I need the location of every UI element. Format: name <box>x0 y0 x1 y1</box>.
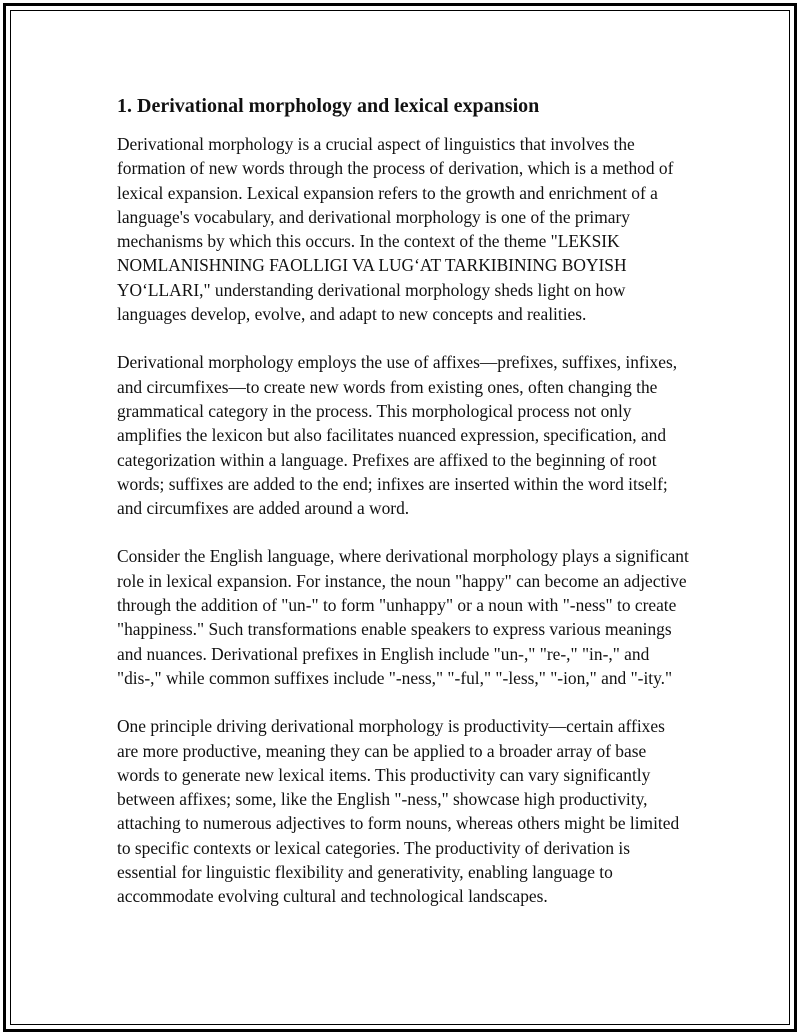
paragraph-3: Consider the English language, where derivational morphology plays a significant role in lexical expansion. For instance, the noun "happy" can become an adjective through the addition of "un-" to form "unhappy" or a noun with "-ness" to create "happiness." Such transformations enable speakers to express various meanings and nuances. Derivational prefixes in English include "un-," "re-," "in-," and "dis-," while common suffixes include "-ness," "-ful," "-less," "-ion," and "-ity." <box>117 546 689 688</box>
paragraph-2: Derivational morphology employs the use of affixes—prefixes, suffixes, infixes, and circumfixes—to create new words from existing ones, often changing the grammatical category in the process. This morphological process not only amplifies the lexicon but also facilitates nuanced expression, specification, and categorization within a language. Prefixes are affixed to the beginning of root words; suffixes are added to the end; infixes are inserted within the word itself; and circumfixes are added around a word. <box>117 352 678 519</box>
document-body <box>117 92 689 933</box>
section-heading: 1. Derivational morphology and lexical expansion <box>117 95 540 117</box>
paragraph-1: Derivational morphology is a crucial aspect of linguistics that involves the formation of new words through the process of derivation, which is a method of lexical expansion. Lexical expansion refers to the growth and enrichment of a language's vocabulary, and derivational morphology is one of the primary mechanisms by which this occurs. In the context of the theme "LEKSIK NOMLANISHNING FAOLLIGI VA LUG‘AT TARKIBINING BOYISH YO‘LLARI," understanding derivational morphology sheds light on how languages develop, evolve, and adapt to new concepts and realities. <box>117 134 674 325</box>
paragraph-4: One principle driving derivational morphology is productivity—certain affixes are more productive, meaning they can be applied to a broader array of base words to generate new lexical items. This productivity can vary significantly between affixes; some, like the English "-ness," showcase high productivity, attaching to numerous adjectives to form nouns, whereas others might be limited to specific contexts or lexical categories. The productivity of derivation is essential for linguistic flexibility and generativity, enabling language to accommodate evolving cultural and technological landscapes. <box>117 716 680 907</box>
